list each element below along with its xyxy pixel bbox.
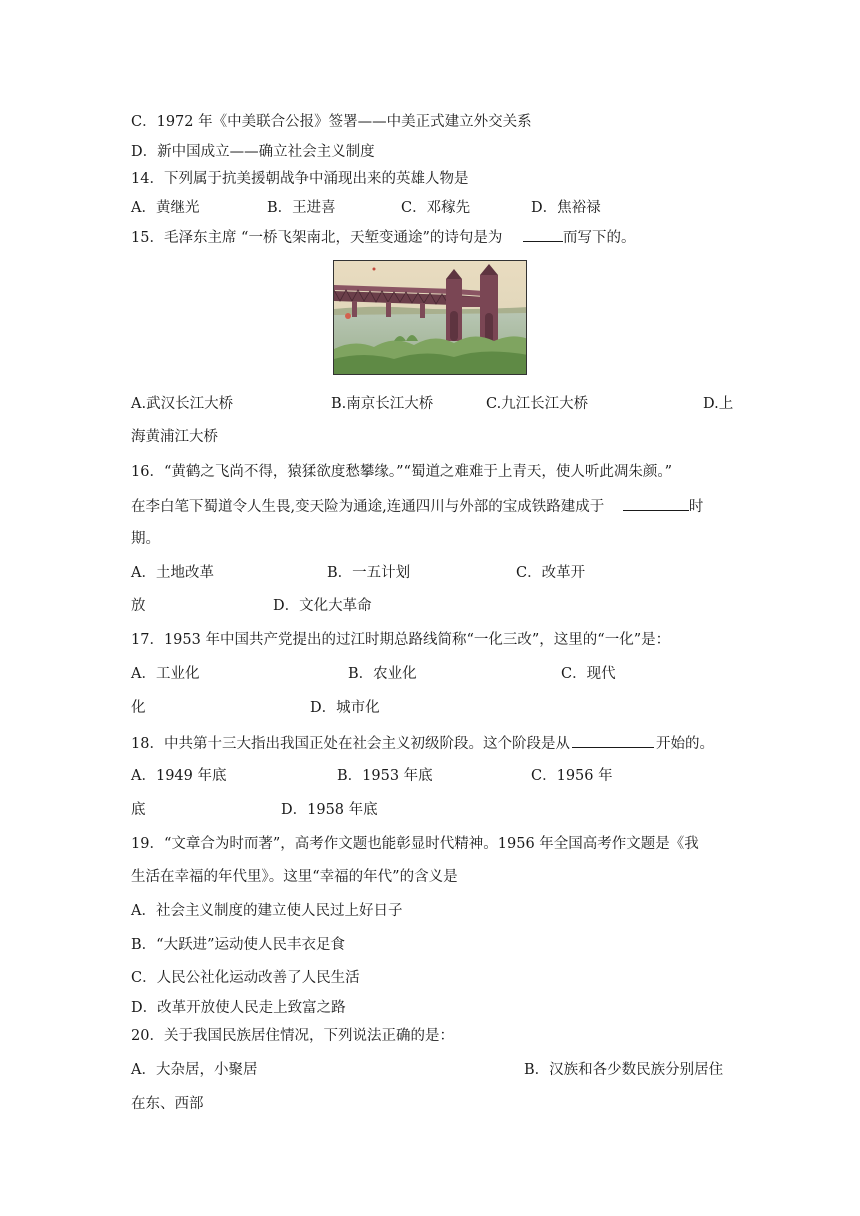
q13-option-d: D．新中国成立——确立社会主义制度 bbox=[131, 144, 375, 160]
q14-option-c: C．邓稼先 bbox=[401, 200, 471, 216]
q15-option-b: B.南京长江大桥 bbox=[331, 396, 434, 412]
q19-option-d: D．改革开放使人民走上致富之路 bbox=[131, 1000, 346, 1016]
q15-stem bbox=[131, 227, 636, 247]
q16-option-d: D．文化大革命 bbox=[273, 598, 372, 614]
q16-stem-text-b: 时 bbox=[688, 499, 704, 515]
q19-option-c: C．人民公社化运动改善了人民生活 bbox=[131, 970, 360, 986]
q16-stem-line1: 16．“黄鹤之飞尚不得，猿猱欲度愁攀缘。”“蜀道之难难于上青天，使人听此凋朱颜。” bbox=[131, 464, 673, 480]
q18-option-c: C．1956 年 bbox=[531, 768, 613, 784]
q15-stem-text-b: 而写下的。 bbox=[563, 230, 636, 246]
q14-option-d: D．焦裕禄 bbox=[531, 200, 601, 216]
q20-option-b: B．汉族和各少数民族分别居住 bbox=[524, 1062, 724, 1078]
q16-option-b: B．一五计划 bbox=[327, 565, 411, 581]
q16-stem-line3: 期。 bbox=[131, 531, 160, 547]
q15-option-d-continued: 海黄浦江大桥 bbox=[131, 429, 218, 445]
q17-option-d: D．城市化 bbox=[310, 700, 380, 716]
q20-option-a: A．大杂居，小聚居 bbox=[131, 1062, 258, 1078]
answer-blank bbox=[623, 496, 689, 511]
q18-stem-text-a: 18．中共第十三大指出我国正处在社会主义初级阶段。这个阶段是从 bbox=[131, 736, 570, 752]
q15-option-a: A.武汉长江大桥 bbox=[131, 396, 234, 412]
q15-stem-text-a: 15．毛泽东主席 “一桥飞架南北，天堑变通途”的诗句是为 bbox=[131, 230, 503, 246]
answer-blank bbox=[572, 733, 654, 748]
q16-stem-line2 bbox=[131, 496, 703, 516]
q17-option-c-continued: 化 bbox=[131, 700, 146, 716]
q15-option-d: D.上 bbox=[703, 396, 734, 412]
bridge-illustration bbox=[334, 261, 527, 375]
q14-option-b: B．王进喜 bbox=[267, 200, 336, 216]
q19-option-a: A．社会主义制度的建立使人民过上好日子 bbox=[131, 903, 403, 919]
q17-option-b: B．农业化 bbox=[348, 666, 417, 682]
q16-option-c: C．改革开 bbox=[516, 565, 586, 581]
q16-option-a: A．土地改革 bbox=[131, 565, 214, 581]
q17-option-c: C．现代 bbox=[561, 666, 616, 682]
q15-option-c: C.九江长江大桥 bbox=[486, 396, 589, 412]
q16-stem-text-a: 在李白笔下蜀道令人生畏,变天险为通途,连通四川与外部的宝成铁路建成于 bbox=[131, 499, 605, 515]
q14-option-a: A．黄继光 bbox=[131, 200, 200, 216]
q18-option-d: D．1958 年底 bbox=[281, 802, 378, 818]
bridge-photo bbox=[333, 260, 527, 375]
q18-option-a: A．1949 年底 bbox=[131, 768, 227, 784]
q20-option-b-continued: 在东、西部 bbox=[131, 1096, 204, 1112]
q18-option-b: B．1953 年底 bbox=[337, 768, 433, 784]
q18-stem-text-b: 开始的。 bbox=[655, 736, 714, 752]
q17-option-a: A．工业化 bbox=[131, 666, 200, 682]
q19-stem-line1: 19．“文章合为时而著”，高考作文题也能彰显时代精神。1956 年全国高考作文题是《我 bbox=[131, 836, 699, 852]
q14-stem: 14．下列属于抗美援朝战争中涌现出来的英雄人物是 bbox=[131, 171, 469, 187]
q16-option-c-continued: 放 bbox=[131, 598, 146, 614]
q20-stem: 20．关于我国民族居住情况，下列说法正确的是： bbox=[131, 1028, 454, 1044]
q19-stem-line2: 生活在幸福的年代里》。这里“幸福的年代”的含义是 bbox=[131, 869, 458, 885]
q19-option-b: B．“大跃进”运动使人民丰衣足食 bbox=[131, 937, 345, 953]
q17-stem: 17．1953 年中国共产党提出的过江时期总路线简称“一化三改”，这里的“一化”是： bbox=[131, 632, 671, 648]
answer-blank bbox=[523, 227, 563, 242]
q18-stem bbox=[131, 733, 714, 753]
q13-option-c: C．1972 年《中美联合公报》签署——中美正式建立外交关系 bbox=[131, 114, 532, 130]
q18-option-c-continued: 底 bbox=[131, 802, 146, 818]
